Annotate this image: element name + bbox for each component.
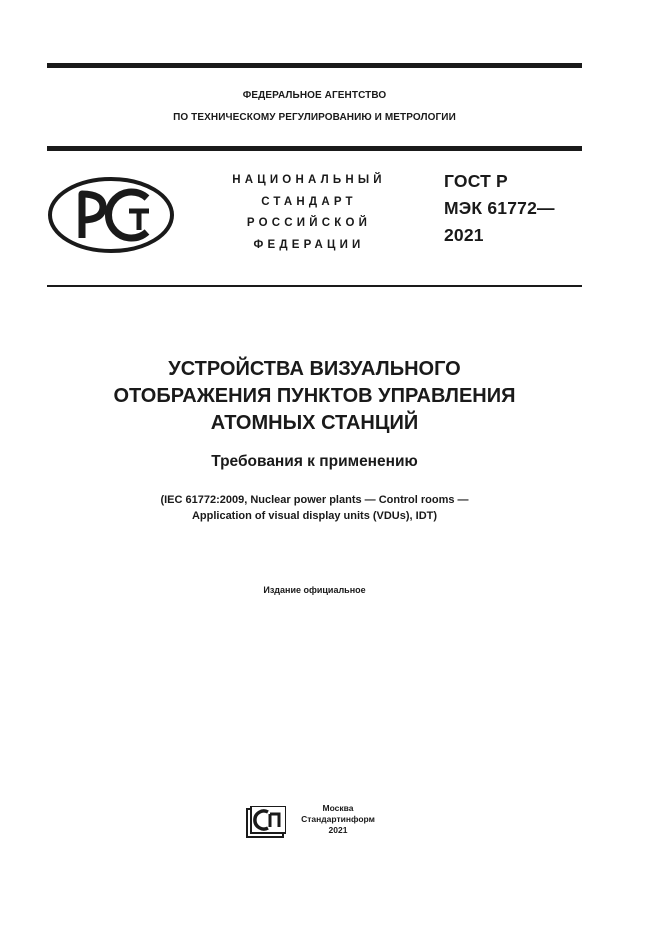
document-title — [47, 356, 582, 437]
title-line-1: УСТРОЙСТВА ВИЗУАЛЬНОГО — [168, 358, 461, 380]
imprint — [292, 803, 384, 836]
document-subtitle: Требования к применению — [211, 453, 418, 470]
standard-type-line-2: СТАНДАРТ — [261, 195, 357, 208]
imprint-publisher: Стандартинформ — [301, 814, 375, 824]
title-line-2: ОТОБРАЖЕНИЯ ПУНКТОВ УПРАВЛЕНИЯ — [113, 385, 516, 407]
section-rule — [47, 285, 582, 287]
designation-line-2: МЭК 61772— — [444, 198, 555, 218]
standard-type-line-3: РОССИЙСКОЙ — [246, 217, 372, 229]
international-line-1: (IEC 61772:2009, Nuclear power plants — Control rooms — — [160, 494, 469, 506]
imprint-city: Москва — [322, 803, 354, 813]
title-line-3: АТОМНЫХ СТАНЦИЙ — [210, 412, 419, 434]
standard-type-line-1: НАЦИОНАЛЬНЫЙ — [232, 174, 386, 186]
rst-emblem-icon — [47, 176, 175, 254]
international-line-2: Application of visual display units (VDUs), IDT) — [191, 510, 438, 522]
international-reference — [47, 492, 582, 524]
designation-line-1: ГОСТ Р — [444, 171, 508, 191]
agency-line-2: ПО ТЕХНИЧЕСКОМУ РЕГУЛИРОВАНИЮ И МЕТРОЛОГИИ — [173, 112, 456, 123]
header-rule — [47, 146, 582, 151]
standard-designation — [444, 168, 584, 249]
standard-type — [205, 170, 413, 256]
publisher-logo-icon — [246, 806, 286, 838]
agency-line-1: ФЕДЕРАЛЬНОЕ АГЕНТСТВО — [242, 90, 387, 101]
standard-type-line-4: ФЕДЕРАЦИИ — [253, 238, 365, 251]
imprint-year: 2021 — [328, 825, 348, 835]
top-rule — [47, 63, 582, 68]
edition-label: Издание официальное — [263, 585, 366, 595]
designation-line-3: 2021 — [444, 225, 484, 245]
